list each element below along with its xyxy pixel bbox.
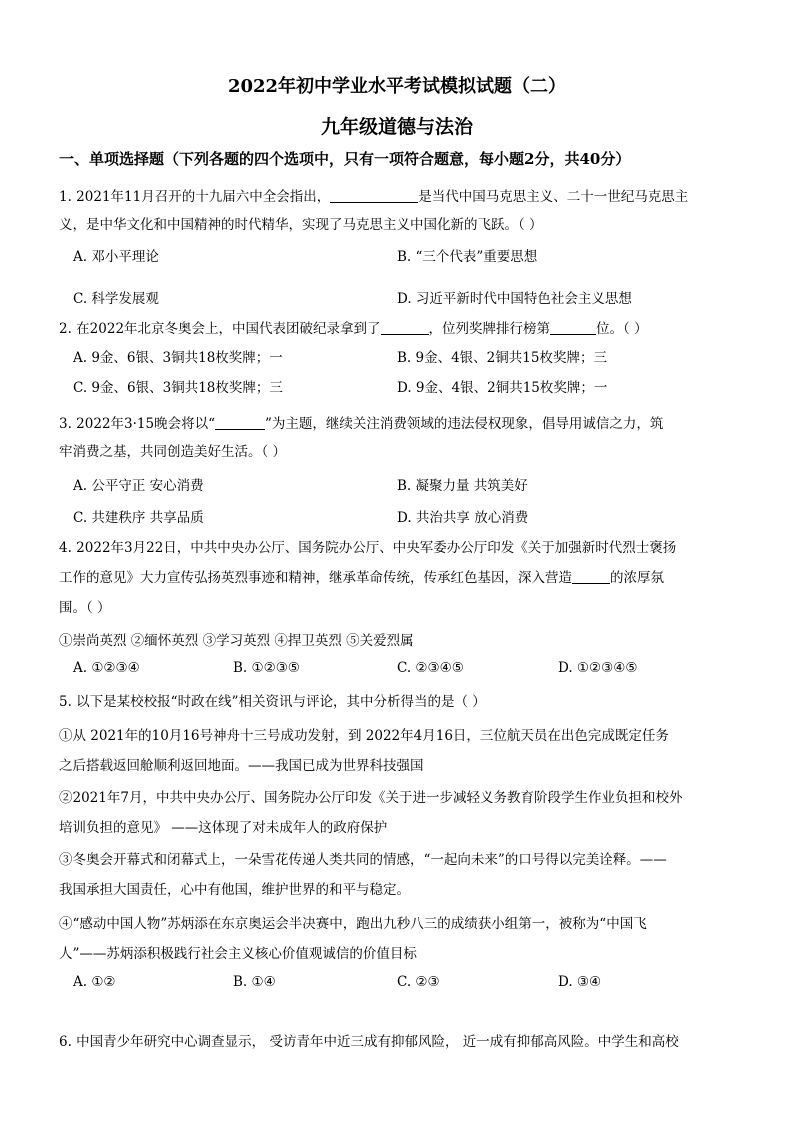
q2-blank-1	[381, 320, 429, 335]
q5-s4-line1: ④“感动中国人物”苏炳添在东京奥运会半决赛中，跑出九秒八三的成绩获小组第一，被称为“中国飞	[59, 916, 647, 932]
q4-text-b: 的浓厚氛	[610, 570, 664, 586]
q1-text-a: 1. 2021年11月召开的十九届六中全会指出，	[59, 189, 331, 205]
exam-title: 2022年初中学业水平考试模拟试题（二）	[227, 76, 567, 97]
q4-text-a: 工作的意见》大力宣传弘扬英烈事迹和精神，继承革命传统，传承红色基因，深入营造	[59, 570, 572, 586]
q5-s3-line2: 我国承担大国责任，心中有他国，维护世界的和平与稳定。	[59, 882, 410, 898]
q1-text-b: 是当代中国马克思主义、二十一世纪马克思主	[418, 189, 689, 205]
q4-blank	[572, 569, 610, 584]
q1-blank	[330, 188, 418, 203]
q5-s4-line2: 人”——苏炳添积极践行社会主义核心价值观诚信的价值目标	[59, 946, 417, 962]
q5-option-c[interactable]: C. ②③	[397, 974, 440, 990]
exam-subtitle: 九年级道德与法治	[320, 116, 473, 138]
q4-option-c[interactable]: C. ②③④⑤	[397, 660, 464, 676]
q6-line1: 6. 中国青少年研究中心调查显示， 受访青年中近三成有抑郁风险， 近一成有抑郁高风险。中学生和高校	[59, 1034, 679, 1050]
q2-option-c[interactable]: C. 9金、6银、3铜共18枚奖牌；三	[73, 380, 283, 396]
q4-option-d[interactable]: D. ①②③④⑤	[558, 660, 638, 676]
q1-option-d[interactable]: D. 习近平新时代中国特色社会主义思想	[397, 291, 632, 307]
q4-items: ①崇尚英烈 ②缅怀英烈 ③学习英烈 ④捍卫英烈 ⑤关爱烈属	[59, 633, 414, 649]
q5-s2-line2: 培训负担的意见》 ——这体现了对未成年人的政府保护	[59, 820, 388, 836]
q4-line2	[59, 566, 664, 586]
q3-text-a: 3. 2022年3·15晚会将以“	[59, 416, 215, 432]
q2-text-b: ，位列奖牌排行榜第	[428, 321, 551, 337]
q4-line3: 围。（ ）	[59, 600, 111, 616]
q2-option-a[interactable]: A. 9金、6银、3铜共18枚奖牌；一	[73, 350, 283, 366]
q1-line1	[59, 185, 688, 205]
q1-option-c[interactable]: C. 科学发展观	[73, 291, 159, 307]
section-heading: 一、单项选择题（下列各题的四个选项中，只有一项符合题意，每小题2分，共40分）	[59, 150, 631, 168]
q5-option-a[interactable]: A. ①②	[73, 974, 116, 990]
q2-text-a: 2. 在2022年北京冬奥会上，中国代表团破纪录拿到了	[59, 321, 381, 337]
q3-blank	[215, 415, 265, 430]
q1-option-b[interactable]: B. “三个代表”重要思想	[397, 249, 538, 265]
q3-option-d[interactable]: D. 共治共享 放心消费	[397, 510, 529, 526]
q3-option-a[interactable]: A. 公平守正 安心消费	[73, 478, 204, 494]
q4-option-b[interactable]: B. ①②③⑤	[233, 660, 300, 676]
q3-text-b: ”为主题，继续关注消费领域的违法侵权现象，倡导用诚信之力，筑	[265, 416, 664, 432]
q1-line2: 义，是中华文化和中国精神的时代精华，实现了马克思主义中国化新的飞跃。（ ）	[59, 217, 543, 233]
q5-s1-line2: 之后搭载返回舱顺利返回地面。——我国已成为世界科技强国	[59, 758, 424, 774]
q5-line1: 5. 以下是某校校报“时政在线”相关资讯与评论，其中分析得当的是（ ）	[59, 694, 486, 710]
q2-option-b[interactable]: B. 9金、4银、2铜共15枚奖牌；三	[397, 350, 607, 366]
q5-s1-line1: ①从 2021年的10月16号神舟十三号成功发射，到 2022年4月16日，三位航天员在出色完成既定任务	[59, 728, 669, 744]
q4-line1: 4. 2022年3月22日，中共中央办公厅、国务院办公厅、中央军委办公厅印发《关于加强新时代烈士褒扬	[59, 540, 677, 556]
q2-line1	[59, 317, 648, 337]
q3-option-c[interactable]: C. 共建秩序 共享品质	[73, 510, 204, 526]
q3-option-b[interactable]: B. 凝聚力量 共筑美好	[397, 478, 528, 494]
q3-line2: 牢消费之基，共同创造美好生活。（ ）	[59, 444, 287, 460]
q1-option-a[interactable]: A. 邓小平理论	[73, 249, 159, 265]
q5-s2-line1: ②2021年7月，中共中央办公厅、国务院办公厅印发《关于进一步减轻义务教育阶段学生作业负担和校外	[59, 790, 683, 806]
q5-option-d[interactable]: D. ③④	[558, 974, 602, 990]
q2-blank-2	[550, 320, 596, 335]
q3-line1	[59, 412, 663, 432]
q4-option-a[interactable]: A. ①②③④	[73, 660, 140, 676]
q5-option-b[interactable]: B. ①④	[233, 974, 276, 990]
q5-s3-line1: ③冬奥会开幕式和闭幕式上，一朵雪花传递人类共同的情感，“一起向未来”的口号得以完美诠释。——	[59, 852, 667, 868]
q2-text-c: 位。（ ）	[596, 321, 648, 337]
q2-option-d[interactable]: D. 9金、4银、2铜共15枚奖牌；一	[397, 380, 608, 396]
